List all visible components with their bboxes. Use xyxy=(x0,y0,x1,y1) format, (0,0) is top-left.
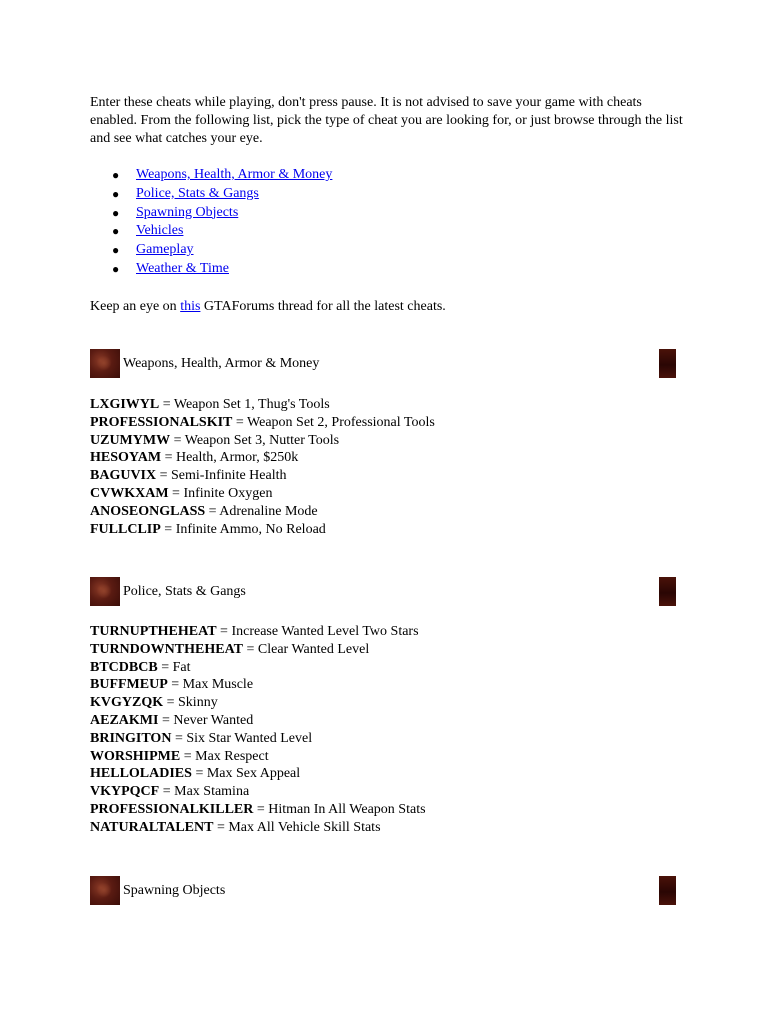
cheat-code: UZUMYMW xyxy=(90,432,171,448)
cheat-code: BUFFMEUP xyxy=(90,677,168,693)
section-end-marker-icon xyxy=(659,876,676,905)
cheat-row xyxy=(90,748,426,766)
forum-note xyxy=(90,298,446,316)
cheat-row xyxy=(90,694,426,712)
section-header-police xyxy=(90,577,676,607)
cheat-row xyxy=(90,659,426,677)
cheat-row xyxy=(90,712,426,730)
cheat-list-weapons xyxy=(90,396,435,538)
cheat-description: = Weapon Set 3, Nutter Tools xyxy=(170,432,340,448)
section-header-weapons xyxy=(90,349,676,379)
bullet-icon: ● xyxy=(112,224,120,239)
cheat-code: TURNDOWNTHEHEAT xyxy=(90,641,243,657)
cheat-code: BRINGITON xyxy=(90,730,172,746)
cheat-description: = Max Stamina xyxy=(159,784,250,800)
cheat-code: FULLCLIP xyxy=(90,521,161,537)
list-item xyxy=(90,166,332,185)
list-item xyxy=(90,222,332,241)
cheat-code: HELLOLADIES xyxy=(90,766,192,782)
bullet-icon: ● xyxy=(112,243,120,258)
section-end-marker-icon xyxy=(659,349,676,378)
cheat-description: = Max All Vehicle Skill Stats xyxy=(213,819,381,835)
intro-paragraph: Enter these cheats while playing, don't press pause. It is not advised to save your game with cheats enabled. From the following list, pick the type of cheat you are looking for, or just browse through the list and see what catches your eye. xyxy=(90,95,683,146)
cheat-description: = Six Star Wanted Level xyxy=(171,730,313,746)
section-marker-icon xyxy=(90,349,120,378)
cheat-code: WORSHIPME xyxy=(90,748,181,764)
section-marker-icon xyxy=(90,577,120,606)
cheat-code: LXGIWYL xyxy=(90,397,160,412)
cheat-description: = Never Wanted xyxy=(158,712,254,728)
cheat-row xyxy=(90,414,435,432)
link-vehicles[interactable]: Vehicles xyxy=(136,223,184,239)
cheat-row xyxy=(90,801,426,819)
section-title: Police, Stats & Gangs xyxy=(123,584,246,599)
cheat-row xyxy=(90,521,435,539)
cheat-description: = Max Respect xyxy=(180,748,269,764)
cheat-code: BAGUVIX xyxy=(90,468,157,484)
section-header-spawning xyxy=(90,876,676,906)
section-title: Spawning Objects xyxy=(123,883,226,898)
link-police-stats-gangs[interactable]: Police, Stats & Gangs xyxy=(136,185,259,201)
cheat-code: BTCDBCB xyxy=(90,659,158,675)
list-item xyxy=(90,241,332,260)
cheat-row xyxy=(90,485,435,503)
list-item xyxy=(90,260,332,279)
cheat-description: = Infinite Oxygen xyxy=(168,485,273,501)
cheat-row xyxy=(90,503,435,521)
cheat-code: AEZAKMI xyxy=(90,712,159,728)
cheat-code: PROFESSIONALKILLER xyxy=(90,801,254,817)
cheat-description: = Health, Armor, $250k xyxy=(161,450,299,466)
cheat-row xyxy=(90,676,426,694)
cheat-code: ANOSEONGLASS xyxy=(90,503,206,519)
cheat-description: = Weapon Set 2, Professional Tools xyxy=(232,414,435,430)
bullet-icon: ● xyxy=(112,168,120,182)
cheat-row xyxy=(90,783,426,801)
cheat-row xyxy=(90,730,426,748)
cheat-description: = Max Sex Appeal xyxy=(191,766,301,782)
cheat-row xyxy=(90,641,426,659)
link-weather-time[interactable]: Weather & Time xyxy=(136,260,229,276)
cheat-code: KVGYZQK xyxy=(90,695,164,711)
cheat-row xyxy=(90,432,435,450)
note-text-before: Keep an eye on xyxy=(90,299,181,314)
cheat-row xyxy=(90,467,435,485)
bullet-icon: ● xyxy=(112,261,120,276)
link-gameplay[interactable]: Gameplay xyxy=(136,242,194,258)
cheat-description: = Semi-Infinite Health xyxy=(156,468,287,484)
cheat-description: = Increase Wanted Level Two Stars xyxy=(216,624,419,639)
list-item xyxy=(90,204,332,223)
cheat-code: NATURALTALENT xyxy=(90,819,214,835)
cheat-row xyxy=(90,765,426,783)
cheat-code: VKYPQCF xyxy=(90,784,160,800)
link-spawning-objects[interactable]: Spawning Objects xyxy=(136,204,239,220)
cheat-description: = Skinny xyxy=(163,695,218,711)
cheat-description: = Fat xyxy=(157,659,191,675)
cheat-code: PROFESSIONALSKIT xyxy=(90,414,233,430)
section-marker-icon xyxy=(90,876,120,905)
cheat-row xyxy=(90,623,426,641)
bullet-icon: ● xyxy=(112,205,120,220)
cheat-description: = Weapon Set 1, Thug's Tools xyxy=(159,397,330,412)
bullet-icon: ● xyxy=(112,186,120,201)
cheat-description: = Infinite Ammo, No Reload xyxy=(160,521,326,537)
cheat-code: HESOYAM xyxy=(90,450,162,466)
cheat-code: TURNUPTHEHEAT xyxy=(90,624,217,639)
section-end-marker-icon xyxy=(659,577,676,606)
list-item xyxy=(90,185,332,204)
link-weapons-health-armor-money[interactable]: Weapons, Health, Armor & Money xyxy=(136,167,333,182)
cheat-list-police xyxy=(90,623,426,837)
cheat-row xyxy=(90,449,435,467)
cheat-description: = Adrenaline Mode xyxy=(205,503,318,519)
section-title: Weapons, Health, Armor & Money xyxy=(123,356,320,371)
note-text-after: GTAForums thread for all the latest cheats. xyxy=(200,299,446,314)
cheat-description: = Hitman In All Weapon Stats xyxy=(253,801,426,817)
forum-thread-link[interactable]: this xyxy=(180,299,201,314)
cheat-row xyxy=(90,819,426,837)
cheat-code: CVWKXAM xyxy=(90,485,169,501)
section-link-list xyxy=(90,166,332,279)
cheat-description: = Clear Wanted Level xyxy=(242,641,370,657)
cheat-row xyxy=(90,396,435,414)
cheat-description: = Max Muscle xyxy=(167,677,254,693)
